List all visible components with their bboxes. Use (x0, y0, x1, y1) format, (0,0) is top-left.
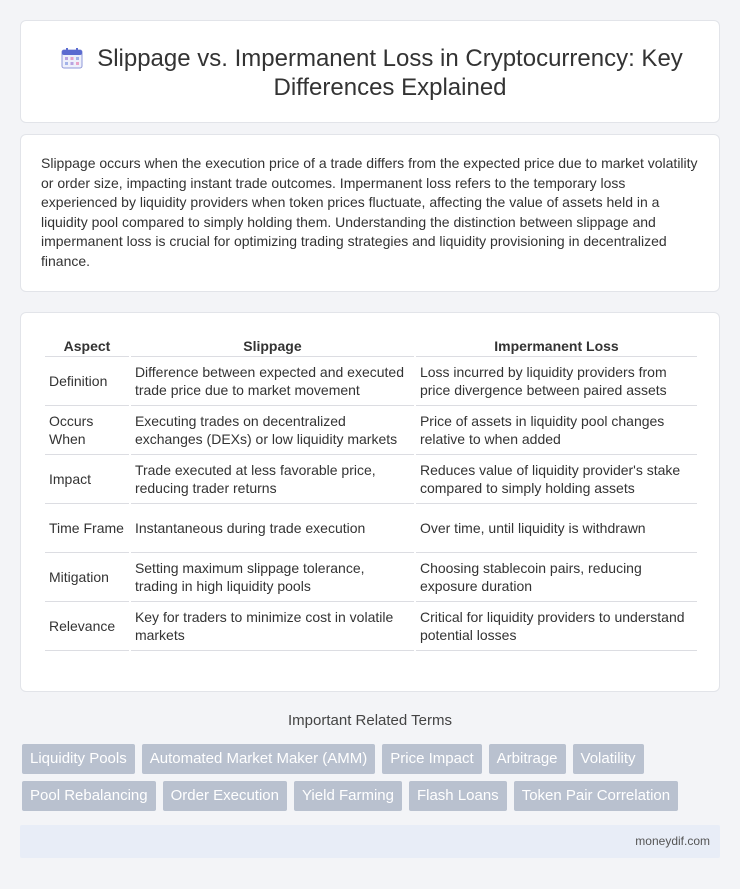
footer (20, 825, 720, 858)
table-row (45, 455, 697, 504)
row-slippage: Key for traders to minimize cost in volatile markets (131, 602, 414, 651)
tag-row-1 (22, 744, 722, 774)
row-slippage: Difference between expected and executed trade price due to market movement (131, 357, 414, 406)
row-slippage: Setting maximum slippage tolerance, trading in high liquidity pools (131, 553, 414, 602)
table-row (45, 553, 697, 602)
table-row (45, 357, 697, 406)
comparison-table-card (20, 312, 720, 692)
title-card (20, 20, 720, 123)
header-impermanent-loss: Impermanent Loss (416, 335, 697, 357)
row-impermanent-loss: Over time, until liquidity is withdrawn (416, 504, 697, 553)
row-impermanent-loss: Reduces value of liquidity provider's stake compared to simply holding assets (416, 455, 697, 504)
row-aspect: Occurs When (45, 406, 129, 455)
tag-liquidity-pools[interactable]: Liquidity Pools (22, 744, 135, 774)
calendar-icon (61, 47, 83, 69)
footer-site[interactable]: moneydif.com (635, 834, 710, 848)
row-slippage: Executing trades on decentralized exchanges (DEXs) or low liquidity markets (131, 406, 414, 455)
tag-volatility[interactable]: Volatility (573, 744, 644, 774)
intro-card (20, 134, 720, 292)
tag-flash-loans[interactable]: Flash Loans (409, 781, 507, 811)
tag-price-impact[interactable]: Price Impact (382, 744, 481, 774)
tag-order-execution[interactable]: Order Execution (163, 781, 287, 811)
comparison-table (43, 335, 699, 651)
tag-yield-farming[interactable]: Yield Farming (294, 781, 402, 811)
tag-row-2 (22, 781, 722, 811)
row-slippage: Trade executed at less favorable price, reducing trader returns (131, 455, 414, 504)
tag-pool-rebalancing[interactable]: Pool Rebalancing (22, 781, 156, 811)
table-row (45, 406, 697, 455)
table-row (45, 602, 697, 651)
intro-paragraph: Slippage occurs when the execution price of a trade differs from the expected price due to market volatility or order size, impacting instant trade outcomes. Impermanent loss refers to the temporary loss experienced by liquidity providers when token prices fluctuate, affecting the value of assets held in a liquidity pool compared to simply holding them. Understanding the distinction between slippage and impermanent loss is crucial for optimizing trading strategies and liquidity provisioning in decentralized finance. (41, 155, 698, 269)
header-aspect: Aspect (45, 335, 129, 357)
header-slippage: Slippage (131, 335, 414, 357)
row-impermanent-loss: Critical for liquidity providers to understand potential losses (416, 602, 697, 651)
table-row (45, 504, 697, 553)
table-header-row (45, 335, 697, 357)
row-aspect: Relevance (45, 602, 129, 651)
tag-token-pair-correlation[interactable]: Token Pair Correlation (514, 781, 678, 811)
row-aspect: Impact (45, 455, 129, 504)
row-impermanent-loss: Price of assets in liquidity pool changes relative to when added (416, 406, 697, 455)
row-aspect: Definition (45, 357, 129, 406)
tag-automated-market-maker[interactable]: Automated Market Maker (AMM) (142, 744, 376, 774)
tag-arbitrage[interactable]: Arbitrage (489, 744, 566, 774)
row-aspect: Time Frame (45, 504, 129, 553)
related-terms-heading: Important Related Terms (288, 712, 452, 729)
row-aspect: Mitigation (45, 553, 129, 602)
row-impermanent-loss: Choosing stablecoin pairs, reducing exposure duration (416, 553, 697, 602)
row-slippage: Instantaneous during trade execution (131, 504, 414, 553)
page-title: Slippage vs. Impermanent Loss in Cryptocurrency: Key Differences Explained (97, 45, 683, 101)
row-impermanent-loss: Loss incurred by liquidity providers from price divergence between paired assets (416, 357, 697, 406)
related-terms-tags (22, 744, 722, 818)
